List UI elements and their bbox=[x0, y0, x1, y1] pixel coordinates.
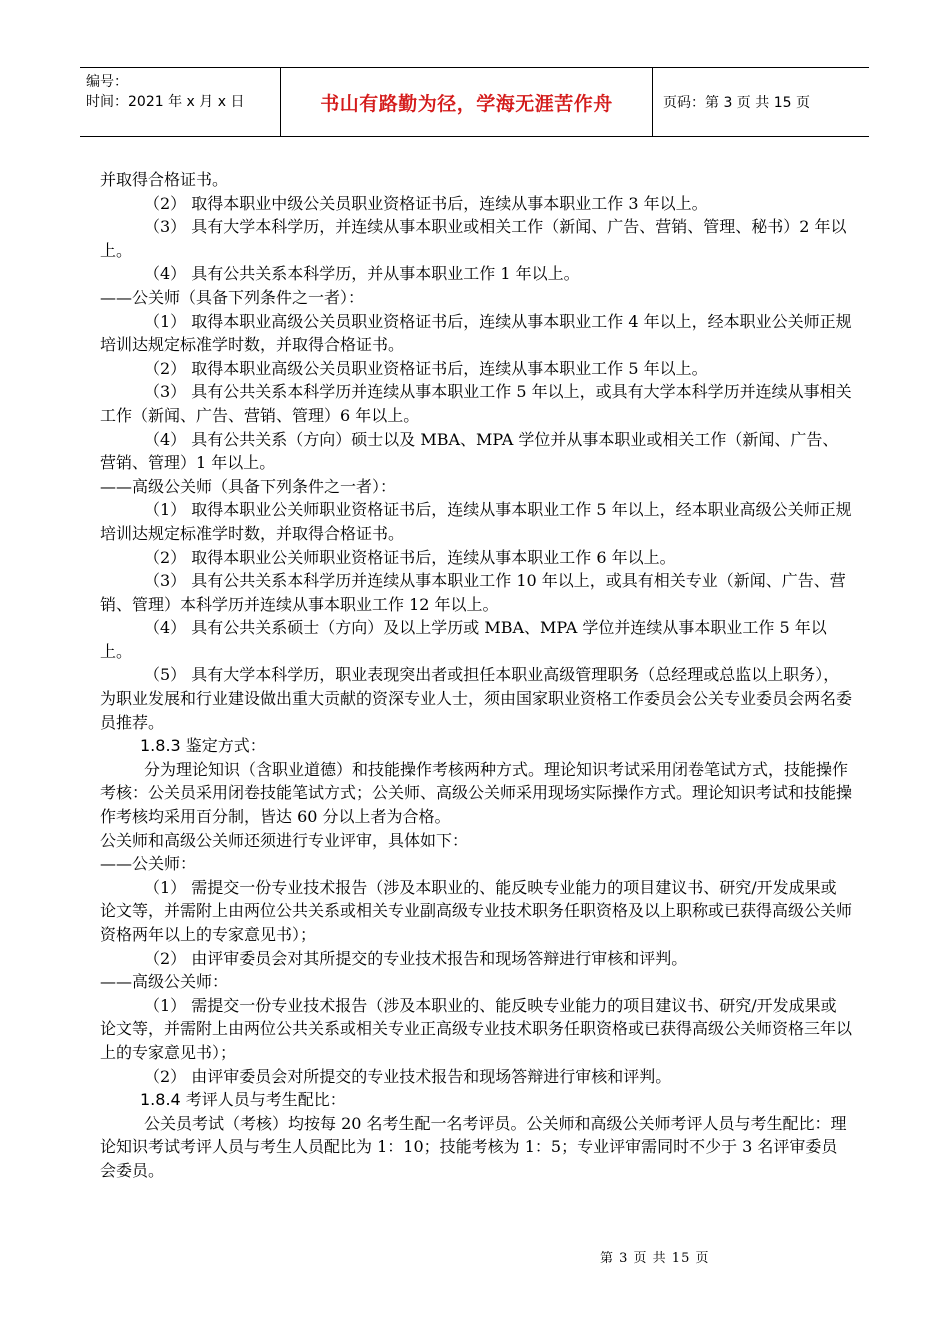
body-paragraph: （2） 取得本职业中级公关员职业资格证书后，连续从事本职业工作 3 年以上。 bbox=[144, 193, 708, 213]
body-paragraph: （3） 具有大学本科学历，并连续从事本职业或相关工作（新闻、广告、营销、管理、秘书）2 年以上。 bbox=[100, 217, 847, 260]
body-paragraph: （4） 具有公共关系（方向）硕士以及 MBA、MPA 学位并从事本职业或相关工作（新闻、广告、营销、管理）1 年以上。 bbox=[100, 429, 839, 473]
body-paragraph: 公关师和高级公关师还须进行专业评审，具体如下： bbox=[100, 830, 469, 850]
section-heading: 1.8.4 考评人员与考生配比： bbox=[140, 1090, 346, 1110]
body-paragraph: 公关员考试（考核）均按每 20 名考生配一名考评员。公关师和高级公关师考评人员与考生配比：理论知识考试考评人员与考生人员配比为 1：10；技能考核为 1：5；专业评审需同时不少于 3 名评审委员会委员。 bbox=[100, 1113, 847, 1180]
body-paragraph: （2） 取得本职业高级公关员职业资格证书后，连续从事本职业工作 5 年以上。 bbox=[144, 358, 708, 378]
body-paragraph: （4） 具有公共关系硕士（方向）及以上学历或 MBA、MPA 学位并连续从事本职业工作 5 年以上。 bbox=[100, 618, 827, 661]
body-paragraph: ——公关师（具备下列条件之一者）： bbox=[100, 287, 365, 307]
body-paragraph: （1） 需提交一份专业技术报告（涉及本职业的、能反映专业能力的项目建议书、研究/开发成果或论文等，并需附上由两位公共关系或相关专业正高级专业技术职务任职资格或已获得高级公关师资格三年以上的专家意见书）； bbox=[100, 995, 853, 1062]
document-number-label: 编号： bbox=[86, 74, 128, 90]
body-paragraph: （1） 取得本职业高级公关员职业资格证书后，连续从事本职业工作 4 年以上，经本职业公关师正规培训达规定标准学时数，并取得合格证书。 bbox=[100, 311, 852, 355]
body-paragraph: （3） 具有公共关系本科学历并连续从事本职业工作 10 年以上，或具有相关专业（新闻、广告、营销、管理）本科学历并连续从事本职业工作 12 年以上。 bbox=[100, 571, 846, 614]
page-footer-number: 第 3 页 共 15 页 bbox=[600, 1251, 710, 1266]
body-paragraph: （2） 取得本职业公关师职业资格证书后，连续从事本职业工作 6 年以上。 bbox=[144, 547, 676, 567]
header-page-info: 页码：第 3 页 共 15 页 bbox=[663, 95, 810, 111]
body-paragraph: ——高级公关师（具备下列条件之一者）： bbox=[100, 476, 397, 496]
body-paragraph: （3） 具有公共关系本科学历并连续从事本职业工作 5 年以上，或具有大学本科学历并连续从事相关工作（新闻、广告、营销、管理）6 年以上。 bbox=[100, 382, 852, 425]
page-header bbox=[80, 67, 869, 137]
body-paragraph: ——高级公关师： bbox=[100, 972, 229, 992]
body-paragraph: ——公关师： bbox=[100, 854, 197, 874]
body-paragraph: 并取得合格证书。 bbox=[100, 170, 229, 189]
body-paragraph: （2） 由评审委员会对其所提交的专业技术报告和现场答辩进行审核和评判。 bbox=[144, 948, 688, 968]
header-motto: 书山有路勤为径，学海无涯苦作舟 bbox=[281, 68, 653, 136]
body-paragraph: （4） 具有公共关系本科学历，并从事本职业工作 1 年以上。 bbox=[144, 264, 580, 284]
body-paragraph: （2） 由评审委员会对所提交的专业技术报告和现场答辩进行审核和评判。 bbox=[144, 1066, 672, 1086]
body-paragraph: （1） 取得本职业公关师职业资格证书后，连续从事本职业工作 5 年以上，经本职业高级公关师正规培训达规定标准学时数，并取得合格证书。 bbox=[100, 500, 852, 543]
body-paragraph: （5） 具有大学本科学历，职业表现突出者或担任本职业高级管理职务（总经理或总监以上职务），为职业发展和行业建设做出重大贡献的资深专业人士，须由国家职业资格工作委员会公关专业委员会两名委员推荐。 bbox=[100, 665, 853, 732]
document-date-label: 时间：2021 年 x 月 x 日 bbox=[86, 94, 245, 110]
document-body bbox=[100, 168, 852, 1183]
body-paragraph: 分为理论知识（含职业道德）和技能操作考核两种方式。理论知识考试采用闭卷笔试方式，技能操作考核：公关员采用闭卷技能笔试方式；公关师、高级公关师采用现场实际操作方式。理论知识考试和技能操作考核均采用百分制，皆达 60 分以上者为合格。 bbox=[100, 759, 853, 827]
header-meta bbox=[80, 68, 281, 136]
body-paragraph: （1） 需提交一份专业技术报告（涉及本职业的、能反映专业能力的项目建议书、研究/开发成果或论文等，并需附上由两位公共关系或相关专业副高级专业技术职务任职资格及以上职称或已获得高级公关师资格两年以上的专家意见书）； bbox=[100, 877, 853, 944]
section-heading: 1.8.3 鉴定方式： bbox=[140, 736, 266, 756]
